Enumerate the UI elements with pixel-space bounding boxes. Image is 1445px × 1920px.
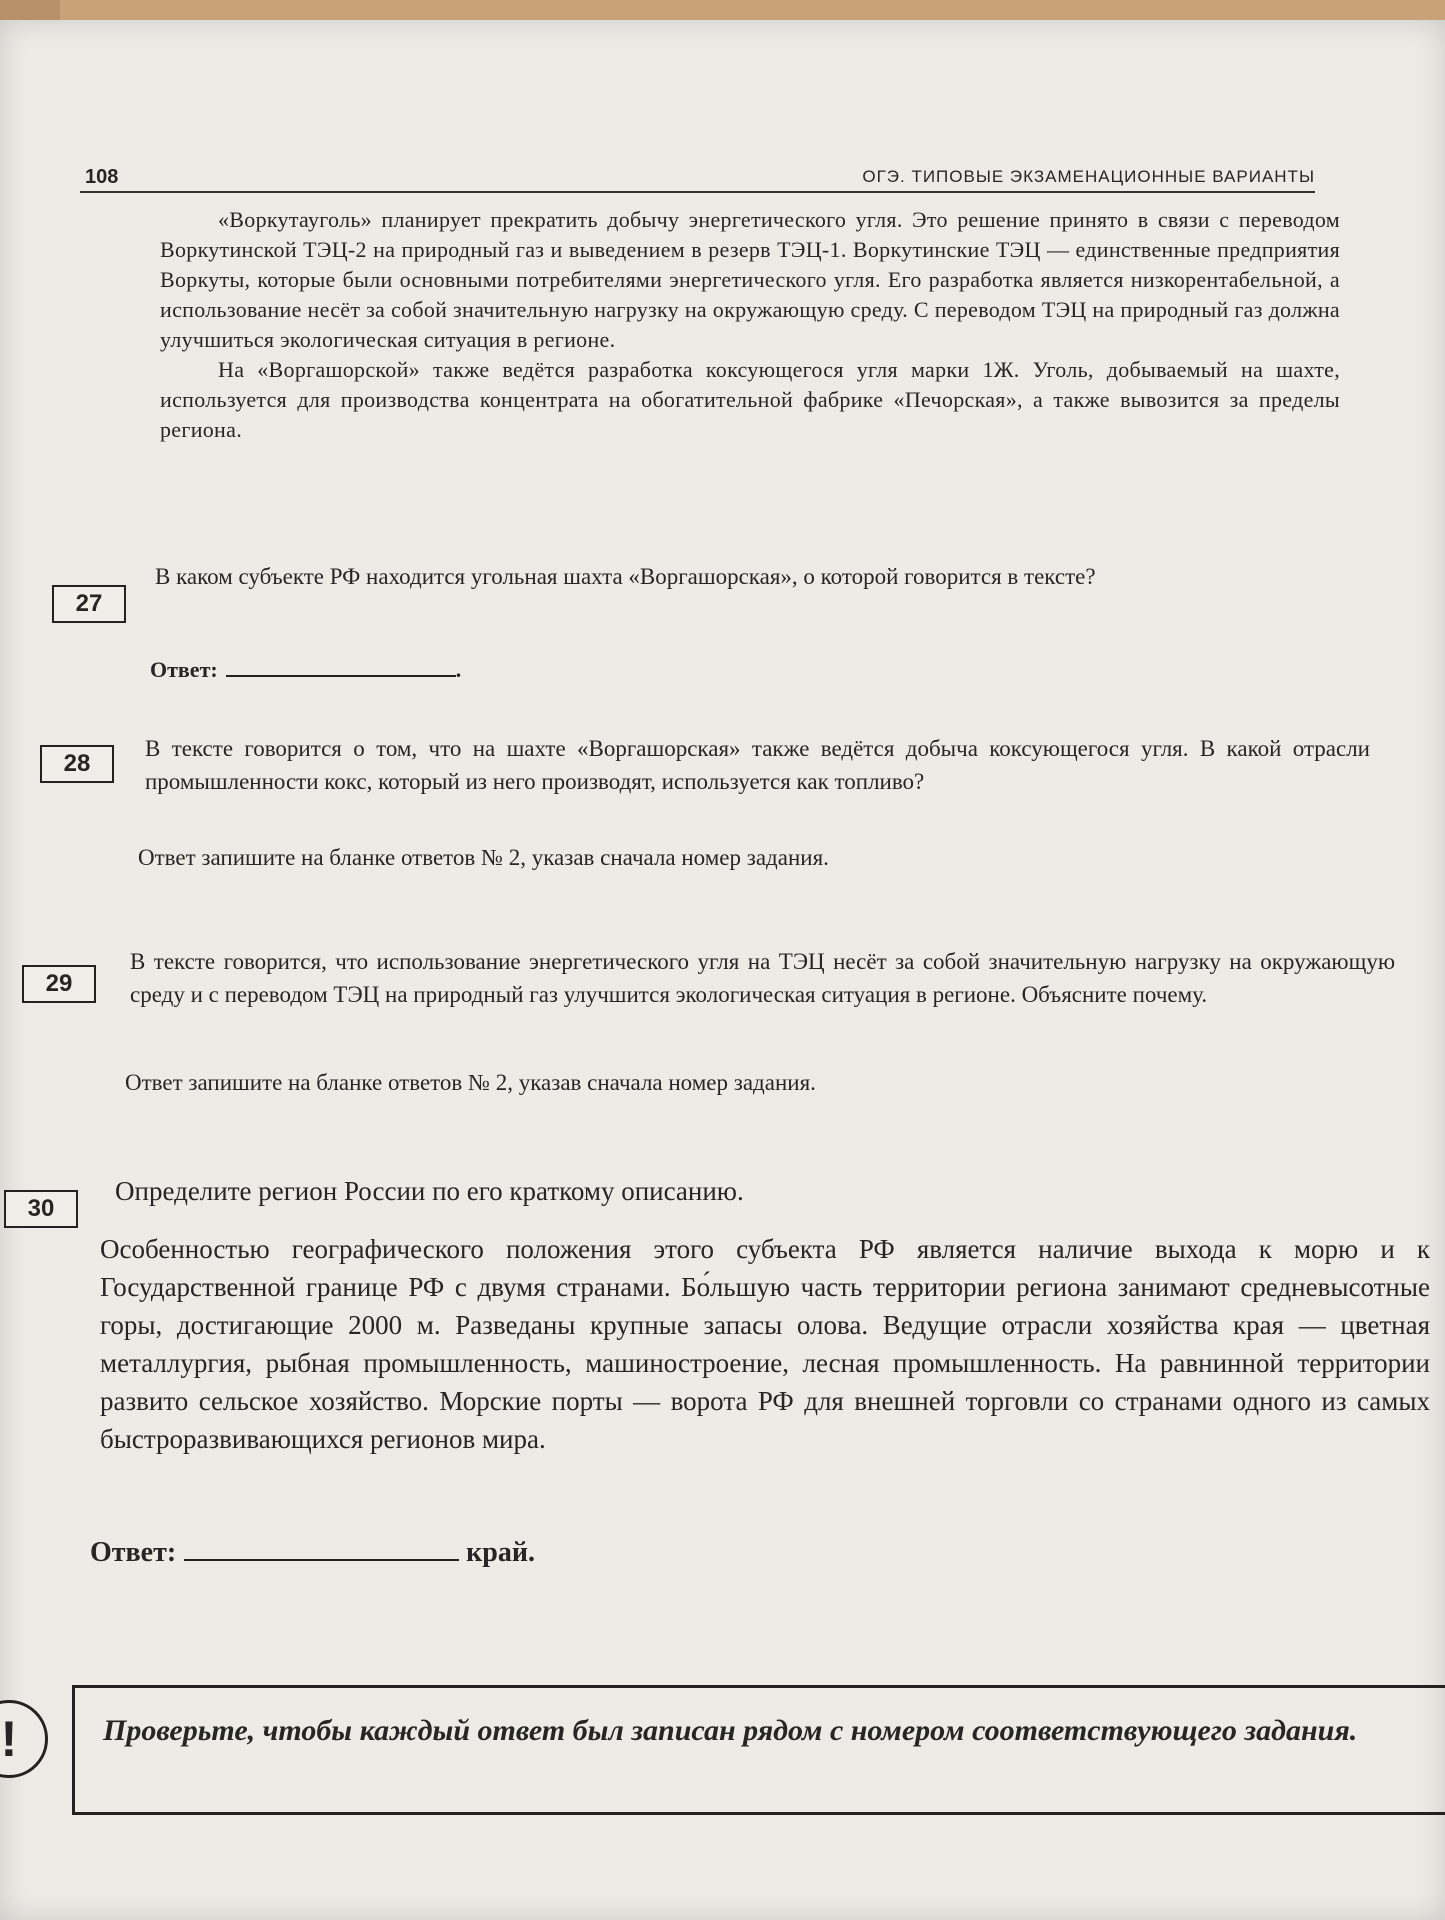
answer-blank[interactable] xyxy=(184,1535,459,1561)
question-number-27: 27 xyxy=(52,585,126,623)
exclamation-icon: ! xyxy=(0,1700,48,1778)
question-28-text: В тексте говорится о том, что на шахте «Воргашорская» также ведётся добыча коксующегося угля. В какой отрасли промышленности кокс, который из него производят, используется как топливо? xyxy=(145,736,1370,794)
question-27-text: В каком субъекте РФ находится угольная шахта «Воргашорская», о которой говорится в тексте? xyxy=(155,564,1096,589)
question-30-description: Особенностью географического положения этого субъекта РФ является наличие выхода к морю и к Государственной границе РФ с двумя странами. Бо́льшую часть территории региона занимают средневысотные горы, достигающие 2000 м. Разведаны крупные запасы олова. Ведущие отрасли хозяйства края — цветная металлургия, рыбная промышленность, машиностроение, лесная промышленность. На равнинной территории развито сельское хозяйство. Морские порты — ворота РФ для внешней торговли со странами одного из самых быстроразвивающихся регионов мира. xyxy=(100,1234,1430,1454)
running-title: ОГЭ. ТИПОВЫЕ ЭКЗАМЕНАЦИОННЫЕ ВАРИАНТЫ xyxy=(862,167,1315,186)
answer-label: Ответ: xyxy=(90,1537,177,1568)
question-29-note: Ответ запишите на бланке ответов № 2, указав сначала номер задания. xyxy=(125,1070,816,1095)
answer-suffix: край. xyxy=(466,1537,536,1568)
answer-line-27: Ответ: . xyxy=(150,657,462,682)
answer-label: Ответ: xyxy=(150,657,218,682)
answer-blank[interactable] xyxy=(226,655,456,677)
text-paragraph-2: На «Воргашорской» также ведётся разработка коксующегося угля марки 1Ж. Уголь, добываемый на шахте, используется для производства концентрата на обогатительной фабрике «Печорская», а также вывозится за пределы региона. xyxy=(160,357,1340,442)
question-number-28: 28 xyxy=(40,745,114,783)
text-paragraph-1: «Воркутауголь» планирует прекратить добычу энергетического угля. Это решение принято в связи с переводом Воркутинской ТЭЦ-2 на природный газ и выведением в резерв ТЭЦ-1. Воркутинские ТЭЦ — единственные предприятия Воркуты, которые были основными потребителями энергетического угля. Его разработка является низкорентабельной, а использование несёт за собой значительную нагрузку на окружающую среду. С переводом ТЭЦ на природный газ должна улучшиться экологическая ситуация в регионе. xyxy=(160,207,1340,352)
question-number-29: 29 xyxy=(22,965,96,1003)
question-30-title: Определите регион России по его краткому описанию. xyxy=(115,1176,744,1206)
warning-box: Проверьте, чтобы каждый ответ был записан рядом с номером соответствующего задания. xyxy=(72,1685,1445,1815)
answer-line-30 xyxy=(90,1535,535,1569)
question-28-note: Ответ запишите на бланке ответов № 2, указав сначала номер задания. xyxy=(138,845,829,870)
source-text xyxy=(160,205,1340,445)
exam-page xyxy=(0,20,1445,1920)
question-number-30: 30 xyxy=(4,1190,78,1228)
page-header xyxy=(80,155,1315,193)
question-29-text: В тексте говорится, что использование энергетического угля на ТЭЦ несёт за собой значительную нагрузку на окружающую среду и с переводом ТЭЦ на природный газ улучшится экологическая ситуация в регионе. Объясните почему. xyxy=(130,949,1395,1007)
page-number: 108 xyxy=(85,166,119,188)
